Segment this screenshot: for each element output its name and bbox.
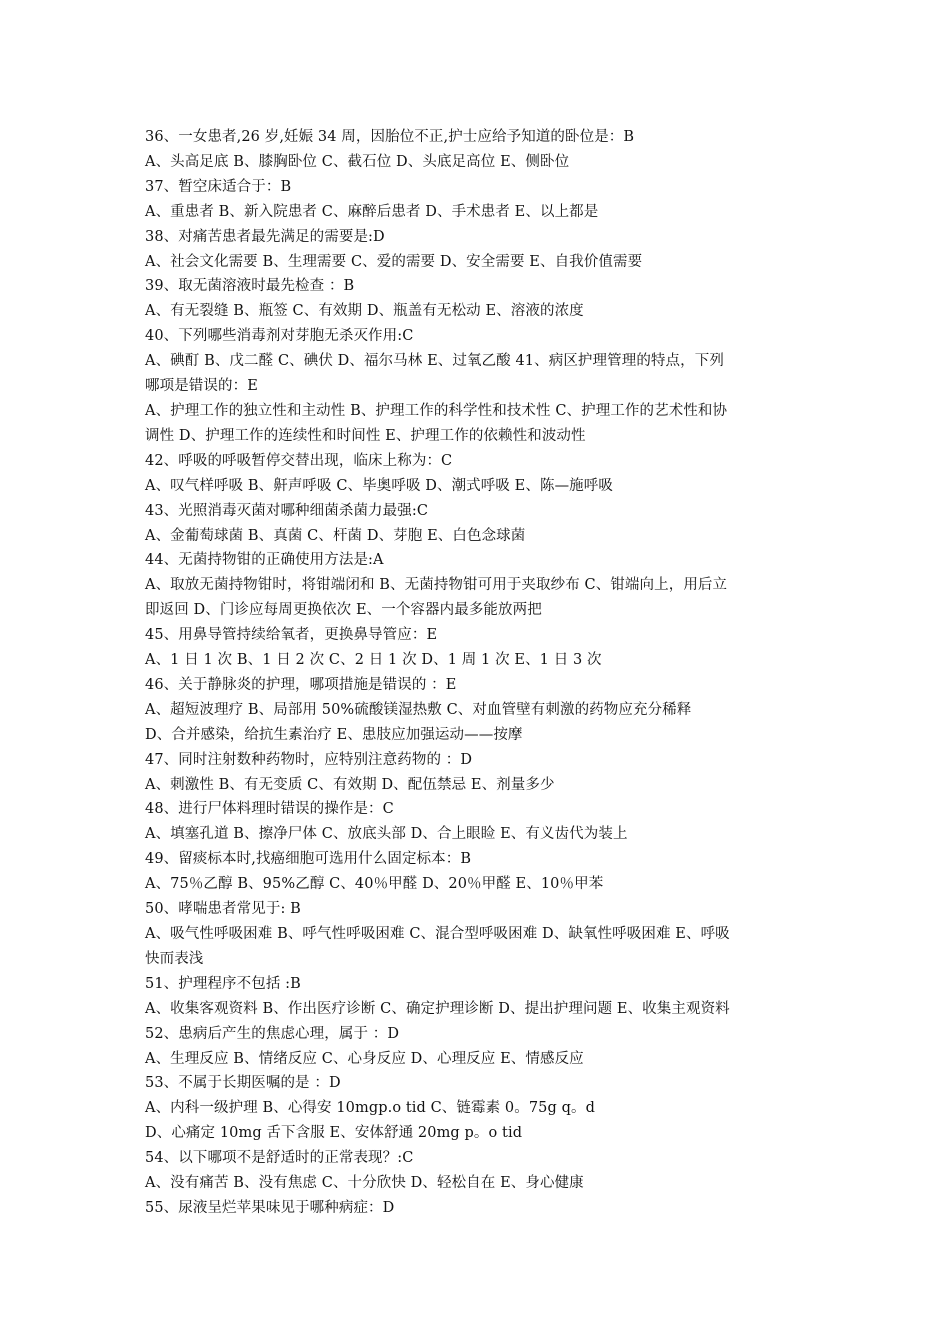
document-line: D、合并感染，给抗生素治疗 E、患肢应加强运动——按摩 [145,726,523,743]
document-line: A、头高足底 B、膝胸卧位 C、截石位 D、头底足高位 E、侧卧位 [145,153,570,170]
document-line: A、护理工作的独立性和主动性 B、护理工作的科学性和技术性 C、护理工作的艺术性和协 [145,402,728,419]
document-line: 即返回 D、门诊应每周更换依次 E、一个容器内最多能放两把 [145,602,542,619]
document-line: 52、患病后产生的焦虑心理，属于 ：D [145,1025,400,1042]
document-line: A、社会文化需要 B、生理需要 C、爱的需要 D、安全需要 E、自我价值需要 [145,253,643,270]
document-line: 38、对痛苦患者最先满足的需要是:D [145,228,385,245]
document-line: 55、尿液呈烂苹果味见于哪种病症：D [145,1199,395,1216]
document-line: 54、以下哪项不是舒适时的正常表现？:C [145,1150,414,1167]
document-line: 快而表浅 [145,950,204,967]
document-line: A、生理反应 B、情绪反应 C、心身反应 D、心理反应 E、情感反应 [145,1050,584,1067]
document-line: 53、不属于长期医嘱的是 ：D [145,1075,341,1092]
document-line: 40、下列哪些消毒剂对芽胞无杀灭作用:C [145,328,414,345]
document-line: A、75％乙醇 B、95%乙醇 C、40％甲醛 D、20％甲醛 E、10％甲苯 [145,876,604,893]
document-line: A、刺激性 B、有无变质 C、有效期 D、配伍禁忌 E、剂量多少 [145,776,555,793]
document-line: A、取放无菌持物钳时，将钳端闭和 B、无菌持物钳可用于夹取纱布 C、钳端向上，用后立 [145,577,728,594]
document-line: 44、无菌持物钳的正确使用方法是:A [145,552,384,569]
document-line: A、1 日 1 次 B、1 日 2 次 C、2 日 1 次 D、1 周 1 次 E、1 日 3 次 [145,652,602,669]
document-line: 49、留痰标本时,找癌细胞可选用什么固定标本：B [145,851,472,868]
document-line: A、收集客观资料 B、作出医疗诊断 C、确定护理诊断 D、提出护理问题 E、收集主观资料 [145,1000,730,1017]
document-line: 42、呼吸的呼吸暂停交替出现，临床上称为：C [145,452,453,469]
document-body [145,125,810,1221]
document-line: A、填塞孔道 B、擦净尸体 C、放底头部 D、合上眼睑 E、有义齿代为装上 [145,826,628,843]
document-line: 50、哮喘患者常见于: B [145,901,301,918]
document-line: A、碘酊 B、戊二醛 C、碘伏 D、福尔马林 E、过氧乙酸 41、病区护理管理的特点，下列 [145,353,724,370]
document-line: 46、关于静脉炎的护理，哪项措施是错误的 ：E [145,676,457,693]
document-line: D、心痛定 10mg 舌下含服 E、安体舒通 20mg p。o tid [145,1125,523,1142]
document-line: 调性 D、护理工作的连续性和时间性 E、护理工作的依赖性和波动性 [145,427,586,444]
document-line: A、吸气性呼吸困难 B、呼气性呼吸困难 C、混合型呼吸困难 D、缺氧性呼吸困难 E、呼吸 [145,926,730,942]
document-line: A、有无裂缝 B、瓶签 C、有效期 D、瓶盖有无松动 E、溶液的浓度 [145,303,584,320]
document-line: A、超短波理疗 B、局部用 50%硫酸镁湿热敷 C、对血管壁有刺激的药物应充分稀释 [145,701,692,718]
document-line: 47、同时注射数种药物时，应特别注意药物的 ：D [145,751,473,768]
document-line: 37、暂空床适合于：B [145,178,292,195]
document-line: A、金葡萄球菌 B、真菌 C、杆菌 D、芽胞 E、白色念球菌 [145,527,526,544]
document-line: A、没有痛苦 B、没有焦虑 C、十分欣快 D、轻松自在 E、身心健康 [145,1175,584,1192]
document-line: A、重患者 B、新入院患者 C、麻醉后患者 D、手术患者 E、以上都是 [145,203,599,220]
document-line: 45、用鼻导管持续给氧者，更换鼻导管应：E [145,627,438,644]
document-line: 39、取无菌溶液时最先检查 ：B [145,278,355,295]
document-line: 36、一女患者,26 岁,妊娠 34 周，因胎位不正,护士应给予知道的卧位是：B [145,129,635,145]
document-line: 48、进行尸体料理时错误的操作是：C [145,801,394,818]
document-line: A、叹气样呼吸 B、鼾声呼吸 C、毕奥呼吸 D、潮式呼吸 E、陈—施呼吸 [145,477,613,494]
document-line: A、内科一级护理 B、心得安 10mgp.o tid C、链霉素 0。75g q。d [145,1100,595,1117]
document-line: 哪项是错误的：E [145,378,258,395]
document-line: 51、护理程序不包括 :B [145,975,301,992]
document-line: 43、光照消毒灭菌对哪种细菌杀菌力最强:C [145,502,429,519]
